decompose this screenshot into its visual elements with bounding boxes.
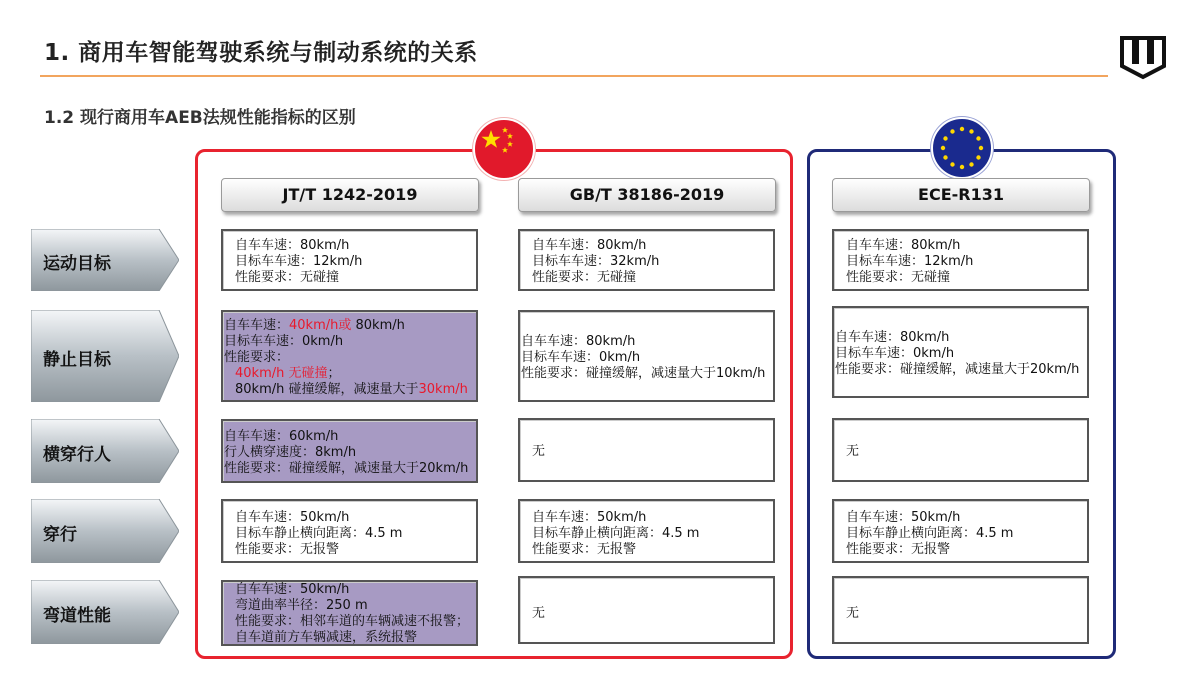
cell-line: 行人横穿速度：8km/h xyxy=(224,445,357,460)
cell-line: 性能要求：无碰撞 xyxy=(235,270,340,285)
logo-icon xyxy=(1118,34,1168,80)
cell-line: 性能要求：无报警 xyxy=(235,542,340,557)
row-label-curve-performance xyxy=(31,580,179,644)
cell-line: 性能要求：无报警 xyxy=(846,542,951,557)
text-fragment: 80km/h xyxy=(351,318,405,333)
cell-line: 目标车车速：12km/h xyxy=(235,254,363,269)
column-header-jt: JT/T 1242-2019 xyxy=(221,178,479,212)
cell-static-gb xyxy=(518,310,775,402)
cell-static-ece xyxy=(832,306,1089,398)
cell-line: 性能要求：无碰撞 xyxy=(532,270,637,285)
row-label-text: 横穿行人 xyxy=(43,445,111,465)
cell-line: 自车车速：50km/h xyxy=(846,510,961,525)
cell-line: 弯道曲率半径：250 m xyxy=(235,598,368,613)
cell-line: 自车车速：80km/h xyxy=(235,238,350,253)
row-label-moving-target xyxy=(31,229,179,291)
cell-pass-gb xyxy=(518,499,775,563)
row-label-text: 弯道性能 xyxy=(43,606,111,626)
page-title: 1. 商用车智能驾驶系统与制动系统的关系 xyxy=(44,40,478,66)
china-flag-icon xyxy=(473,118,535,180)
cell-line: 性能要求：碰撞缓解，减速量大于10km/h xyxy=(521,366,766,381)
text-fragment: 80km/h 碰撞缓解，减速量大于 xyxy=(235,382,419,397)
highlight-text: 40km/h 无碰撞 xyxy=(235,366,328,381)
cell-line: 目标车车速：0km/h xyxy=(835,346,955,361)
cell-line: 无 xyxy=(846,606,860,621)
cell-line: 自车车速：50km/h xyxy=(235,510,350,525)
text-fragment: 自车车速： xyxy=(224,318,290,333)
cell-line: 目标车静止横向距离：4.5 m xyxy=(235,526,403,541)
cell-line: 性能要求：碰撞缓解，减速量大于20km/h xyxy=(835,362,1080,377)
cell-line: 性能要求：无碰撞 xyxy=(846,270,951,285)
cell-pass-jt xyxy=(221,499,478,563)
highlight-text: 40km/h或 xyxy=(289,318,352,333)
cell-line: 自车道前方车辆减速，系统报警 xyxy=(235,630,418,645)
column-header-gb: GB/T 38186-2019 xyxy=(518,178,776,212)
cell-line: 目标车车速：32km/h xyxy=(532,254,660,269)
cell-curve-jt xyxy=(221,580,478,646)
cell-pass-ece xyxy=(832,499,1089,563)
column-header-ece: ECE-R131 xyxy=(832,178,1090,212)
cell-line: 目标车车速：12km/h xyxy=(846,254,974,269)
cell-line: 目标车车速：0km/h xyxy=(521,350,641,365)
row-label-text: 穿行 xyxy=(43,525,77,545)
cell-moving-ece xyxy=(832,229,1089,291)
eu-flag-icon xyxy=(931,117,993,179)
row-label-static-target xyxy=(31,310,179,402)
cell-line: 自车车速：80km/h xyxy=(532,238,647,253)
cell-line: 目标车车速：0km/h xyxy=(224,334,344,349)
row-label-pass-through xyxy=(31,499,179,563)
cell-line: 性能要求：相邻车道的车辆减速不报警； xyxy=(235,614,470,629)
highlight-text: 30km/h xyxy=(418,382,468,397)
cell-line xyxy=(224,318,405,334)
cell-line: 无 xyxy=(532,606,546,621)
cell-pedestrian-gb xyxy=(518,418,775,482)
cell-line: 无 xyxy=(846,444,860,459)
title-underline xyxy=(40,75,1108,77)
cell-line: 自车车速：50km/h xyxy=(235,582,350,597)
cell-line: 无 xyxy=(532,444,546,459)
cell-line: 性能要求：无报警 xyxy=(532,542,637,557)
row-label-text: 静止目标 xyxy=(43,350,111,370)
cell-line: 目标车静止横向距离：4.5 m xyxy=(532,526,700,541)
cell-pedestrian-jt xyxy=(221,419,478,483)
cell-line: 自车车速：60km/h xyxy=(224,429,339,444)
cell-line xyxy=(235,382,468,398)
cell-line: 自车车速：80km/h xyxy=(835,330,950,345)
cell-line: 自车车速：50km/h xyxy=(532,510,647,525)
cell-curve-ece xyxy=(832,576,1089,644)
cell-line xyxy=(235,366,341,382)
cell-pedestrian-ece xyxy=(832,418,1089,482)
cell-moving-jt xyxy=(221,229,478,291)
cell-line: 性能要求：碰撞缓解，减速量大于20km/h xyxy=(224,461,469,476)
cell-static-jt xyxy=(221,310,478,402)
text-fragment: ； xyxy=(327,366,341,381)
cell-line: 自车车速：80km/h xyxy=(846,238,961,253)
cell-curve-gb xyxy=(518,576,775,644)
section-subtitle: 1.2 现行商用车AEB法规性能指标的区别 xyxy=(44,108,356,128)
cell-line: 性能要求： xyxy=(224,350,290,365)
row-label-crossing-pedestrian xyxy=(31,419,179,483)
cell-line: 自车车速：80km/h xyxy=(521,334,636,349)
row-label-text: 运动目标 xyxy=(43,254,111,274)
cell-moving-gb xyxy=(518,229,775,291)
cell-line: 目标车静止横向距离：4.5 m xyxy=(846,526,1014,541)
